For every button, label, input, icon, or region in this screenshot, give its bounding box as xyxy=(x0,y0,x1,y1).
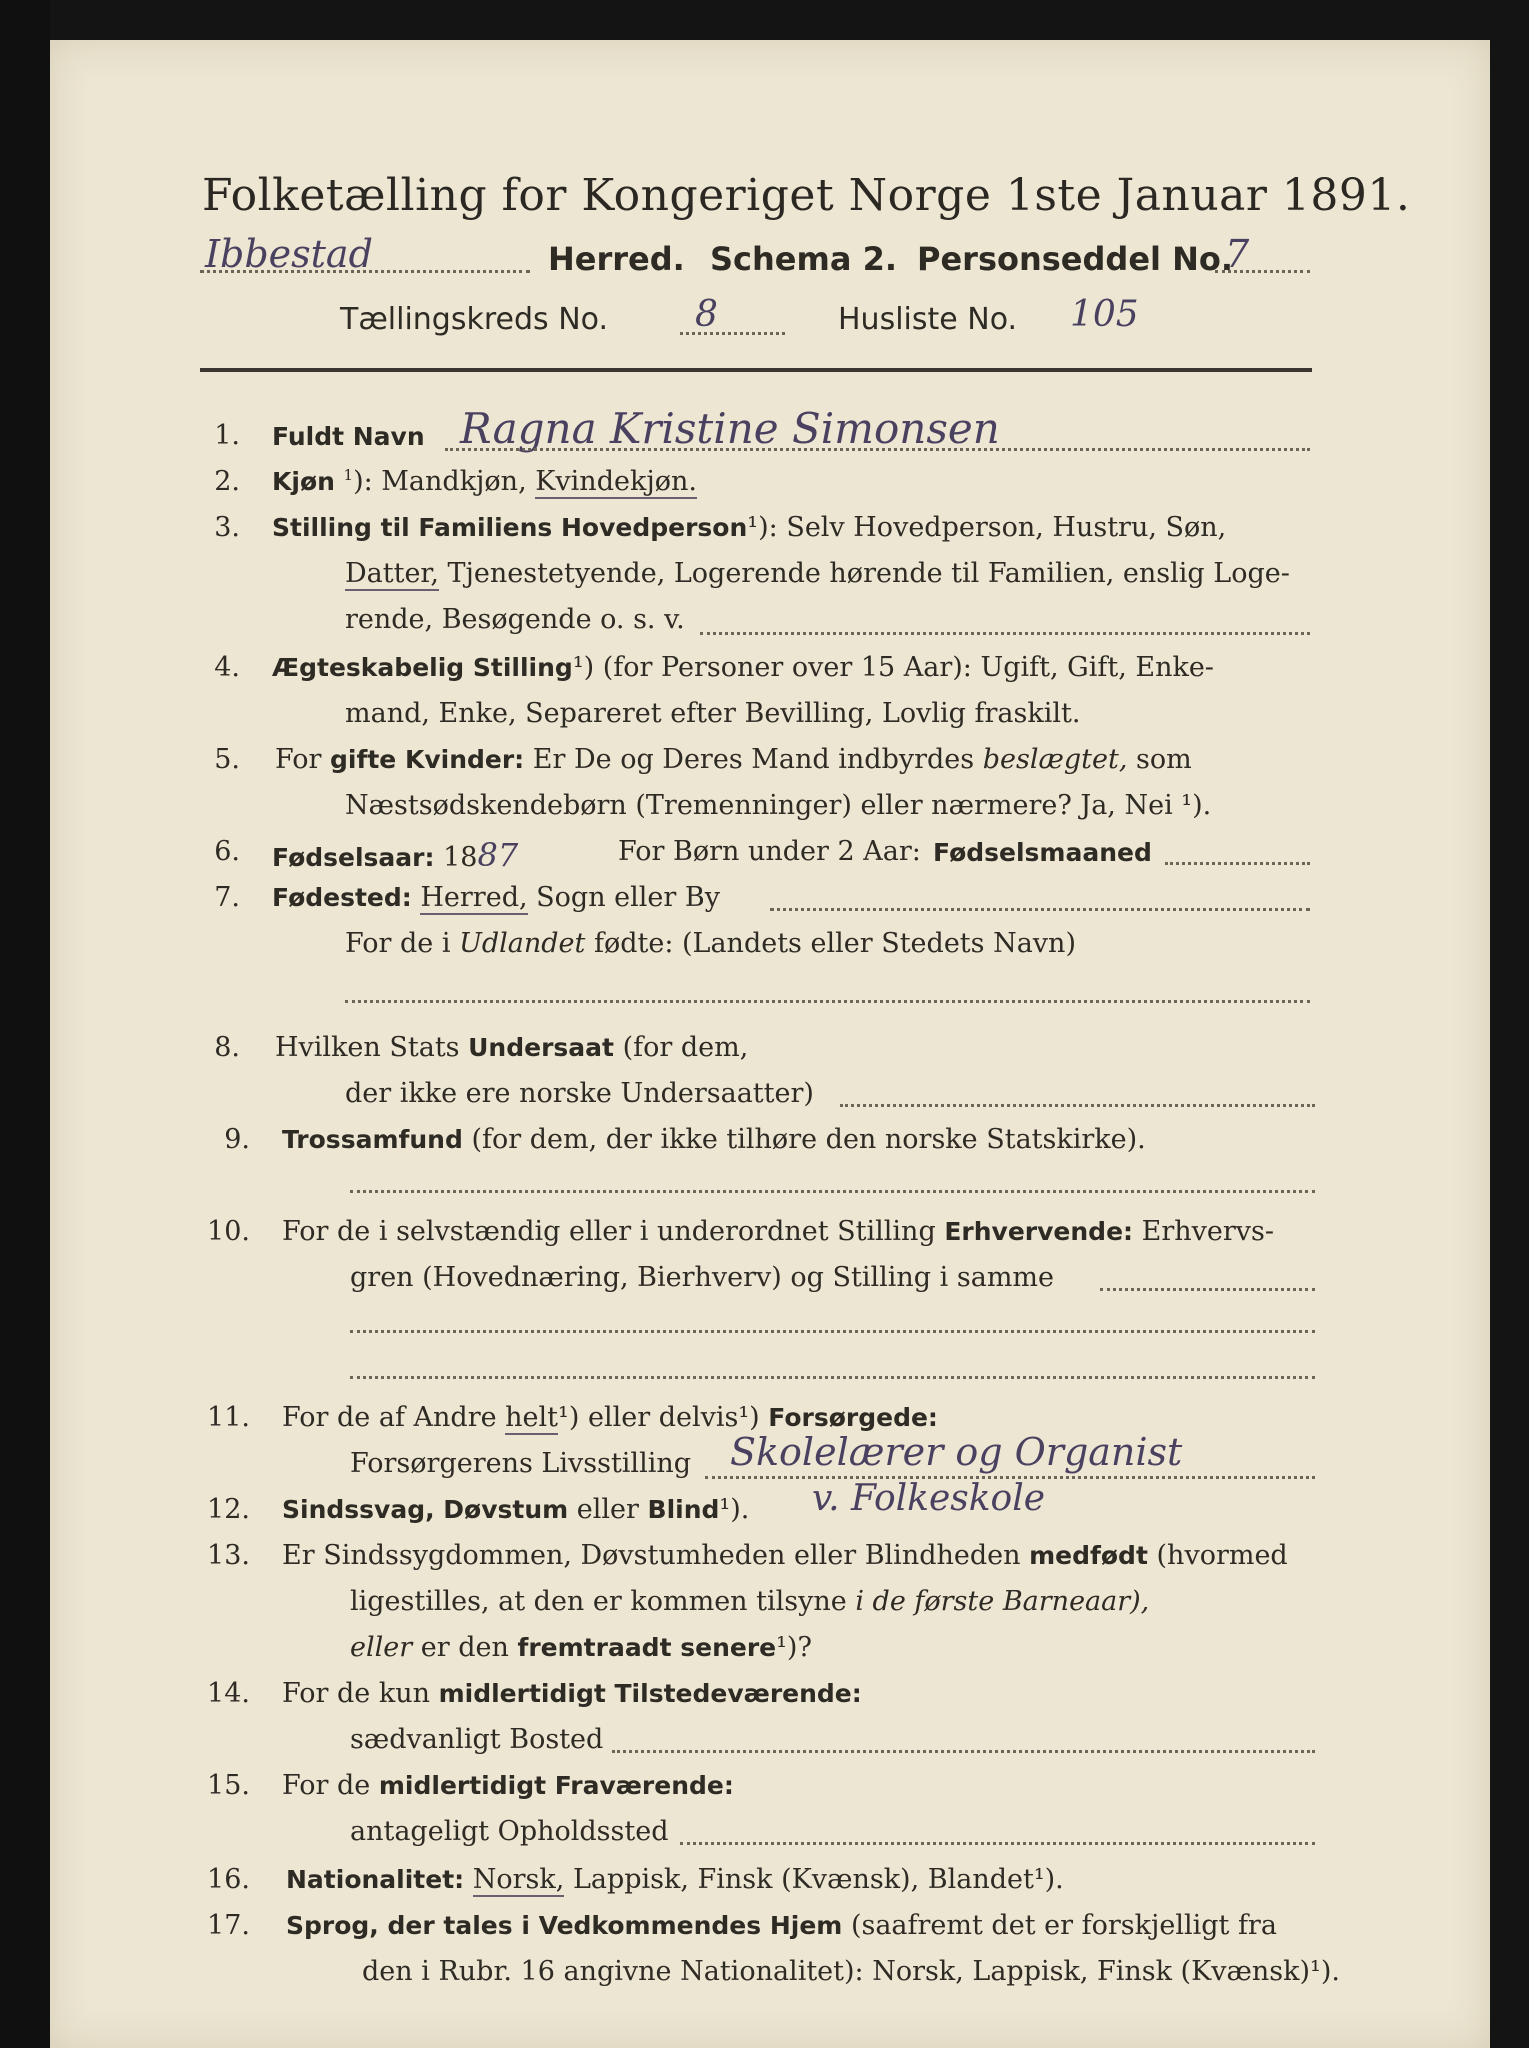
taellingskreds-dots xyxy=(680,332,785,335)
fodested-text: Sogn eller By xyxy=(536,882,720,913)
item-number: 16. xyxy=(207,1864,250,1895)
fuldt-navn-dots xyxy=(445,448,1310,451)
kjon-selected: Kvindekjøn. xyxy=(535,466,697,497)
medfodt-text-4: er den xyxy=(420,1632,509,1663)
item-number: 11. xyxy=(207,1402,250,1433)
fodselsaar-mid: For Børn under 2 Aar: xyxy=(618,836,921,867)
forsorgerens-livsstilling-value: Skolelærer og Organist xyxy=(730,1430,1183,1474)
forsorgede-text-2: ¹) eller delvis¹) xyxy=(558,1402,760,1433)
fodselsaar-value: 87 xyxy=(477,836,519,874)
fodested-dots-2 xyxy=(345,1000,1310,1003)
sindssvag-line xyxy=(282,1494,749,1525)
aegteskab-label: Ægteskabelig Stilling xyxy=(272,653,573,682)
fuldt-navn-value: Ragna Kristine Simonsen xyxy=(460,404,1000,453)
undersaat-line-2: der ikke ere norske Undersaatter) xyxy=(345,1078,814,1109)
fravaerende-line-1 xyxy=(282,1770,734,1801)
opholdssted-label: antageligt Opholdssted xyxy=(350,1816,669,1847)
fravaerende-label: midlertidigt Fraværende: xyxy=(378,1771,734,1800)
trossamfund-line xyxy=(282,1124,1146,1155)
stilling-label: Stilling til Familiens Hovedperson xyxy=(272,513,748,542)
sprog-line-2: den i Rubr. 16 angivne Nationalitet): Norsk, Lappisk, Finsk (Kvænsk)¹). xyxy=(362,1956,1340,1987)
personseddel-dots xyxy=(1215,270,1310,273)
medfodt-line-3 xyxy=(350,1632,812,1663)
fremtraadt-label: fremtraadt senere xyxy=(517,1633,777,1662)
forsorgede-label: Forsørgede: xyxy=(768,1403,938,1432)
husliste-value: 105 xyxy=(1070,294,1139,335)
personseddel-label: Personseddel No. xyxy=(917,240,1234,278)
medfodt-text: Er Sindssygdommen, Døvstumheden eller Blindheden xyxy=(282,1540,1021,1571)
fodested-italic: Udlandet xyxy=(459,928,586,959)
stilling-line-3: rende, Besøgende o. s. v. xyxy=(345,604,685,635)
aegteskab-line-2: mand, Enke, Separeret efter Bevilling, Lovlig fraskilt. xyxy=(345,698,1081,729)
item-number: 2. xyxy=(214,466,240,497)
fodselsaar-prefix: 18 xyxy=(443,842,478,873)
item-number: 13. xyxy=(207,1540,250,1571)
kjon-line xyxy=(272,466,697,497)
gifte-label: gifte Kvinder: xyxy=(330,745,525,774)
fodested-text-2: For de i xyxy=(345,928,451,959)
herred-value: Ibbestad xyxy=(205,232,373,276)
sindssvag-label: Sindssvag, Døvstum xyxy=(282,1495,569,1524)
medfodt-italic: i de første Barneaar), xyxy=(855,1586,1150,1617)
nationalitet-text: Lappisk, Finsk (Kvænsk), Blandet¹). xyxy=(572,1864,1064,1895)
erhverv-text-2: Erhvervs- xyxy=(1141,1216,1275,1247)
medfodt-italic-2: eller xyxy=(350,1632,413,1663)
trossamfund-dots xyxy=(350,1190,1315,1193)
fravaerende-pre: For de xyxy=(282,1770,371,1801)
fuldt-navn-label: Fuldt Navn xyxy=(272,422,425,451)
item-number: 1. xyxy=(214,420,240,451)
forsorgerens-livsstilling-label: Forsørgerens Livsstilling xyxy=(350,1448,692,1479)
erhverv-line-1 xyxy=(282,1216,1274,1247)
tilstede-pre: For de kun xyxy=(282,1678,430,1709)
undersaat-text-2: (for dem, xyxy=(622,1032,749,1063)
sindssvag-mid: eller xyxy=(576,1494,639,1525)
fodselsaar-label: Fødselsaar: xyxy=(272,843,435,872)
herred-dots xyxy=(200,270,530,273)
medfodt-line-2 xyxy=(350,1586,1149,1617)
kjon-options: ): Mandkjøn, xyxy=(353,466,527,497)
personseddel-value: 7 xyxy=(1225,232,1250,276)
kjon-label: Kjøn xyxy=(272,467,335,496)
sprog-label: Sprog, der tales i Vedkommendes Hjem xyxy=(286,1911,843,1940)
erhverv-dots-3 xyxy=(350,1376,1315,1379)
gifte-end: som xyxy=(1136,744,1192,775)
fodested-dots xyxy=(770,908,1310,911)
tilstede-line-1 xyxy=(282,1678,862,1709)
undersaat-dots xyxy=(840,1104,1315,1107)
aegteskab-line-1 xyxy=(272,652,1214,683)
item-number: 5. xyxy=(214,744,240,775)
herred-label: Herred. xyxy=(548,240,685,278)
schema-label: Schema 2. xyxy=(710,240,897,278)
erhverv-dots xyxy=(1100,1288,1315,1291)
forsorgede-line-1 xyxy=(282,1402,938,1433)
kjon-footnote: 1 xyxy=(343,466,354,484)
fodselsmaaned-label: Fødselsmaaned xyxy=(933,838,1152,867)
gifte-text: Er De og Deres Mand indbyrdes xyxy=(532,744,975,775)
fodselsmaaned-dots xyxy=(1165,862,1310,865)
item-number: 15. xyxy=(207,1770,250,1801)
tilstede-label: midlertidigt Tilstedeværende: xyxy=(438,1679,862,1708)
scan-edge xyxy=(0,0,50,2048)
medfodt-text-3: ligestilles, at den er kommen tilsyne xyxy=(350,1586,847,1617)
gifte-line-2: Næstsødskendebørn (Tremenninger) eller nærmere? Ja, Nei ¹). xyxy=(345,790,1212,821)
nationalitet-label: Nationalitet: xyxy=(286,1865,465,1894)
item-number: 9. xyxy=(224,1124,250,1155)
fodested-line-1 xyxy=(272,882,720,913)
medfodt-end: ¹)? xyxy=(776,1632,812,1663)
sindssvag-value: v. Folkeskole xyxy=(812,1478,1046,1519)
opholdssted-dots xyxy=(680,1842,1315,1845)
nationalitet-line xyxy=(286,1864,1064,1895)
item-number: 3. xyxy=(214,512,240,543)
nationalitet-selected: Norsk, xyxy=(472,1864,565,1895)
aegteskab-text: ¹) (for Personer over 15 Aar): Ugift, Gift, Enke- xyxy=(572,652,1214,683)
forsorgede-text: For de af Andre xyxy=(282,1402,497,1433)
item-number: 17. xyxy=(207,1910,250,1941)
item-number: 4. xyxy=(214,652,240,683)
fodested-line-2 xyxy=(345,928,1076,959)
stilling-line-2 xyxy=(345,558,1290,589)
undersaat-label: Undersaat xyxy=(468,1033,614,1062)
item-number: 7. xyxy=(214,882,240,913)
fodested-selected: Herred, xyxy=(420,882,528,913)
medfodt-text-2: (hvormed xyxy=(1156,1540,1288,1571)
census-form xyxy=(50,40,1490,2048)
erhverv-line-2: gren (Hovednæring, Bierhverv) og Stilling i samme xyxy=(350,1262,1055,1293)
gifte-italic: beslægtet, xyxy=(982,744,1128,775)
item-number: 6. xyxy=(214,836,240,867)
stilling-line-1 xyxy=(272,512,1226,543)
forsorgede-selected: helt xyxy=(505,1402,559,1433)
stilling-text: Tjenestetyende, Logerende hørende til Familien, enslig Loge- xyxy=(447,558,1290,589)
stilling-selected: Datter, xyxy=(345,558,439,589)
bosted-dots xyxy=(612,1750,1315,1753)
sprog-text: (saafremt det er forskjelligt fra xyxy=(850,1910,1277,1941)
sprog-line-1 xyxy=(286,1910,1277,1941)
taellingskreds-label: Tællingskreds No. xyxy=(340,302,608,337)
medfodt-line-1 xyxy=(282,1540,1288,1571)
trossamfund-text: (for dem, der ikke tilhøre den norske Statskirke). xyxy=(471,1124,1146,1155)
header-rule xyxy=(200,368,1312,372)
item-number: 10. xyxy=(207,1216,250,1247)
item-number: 8. xyxy=(214,1032,240,1063)
undersaat-line-1 xyxy=(275,1032,748,1063)
erhverv-label: Erhvervende: xyxy=(944,1217,1134,1246)
bosted-label: sædvanligt Bosted xyxy=(350,1724,604,1755)
blind-label: Blind xyxy=(647,1495,720,1524)
item-number: 12. xyxy=(207,1494,250,1525)
fodested-label: Fødested: xyxy=(272,883,412,912)
fodested-text-3: fødte: (Landets eller Stedets Navn) xyxy=(593,928,1076,959)
gifte-line-1 xyxy=(275,744,1192,775)
taellingskreds-value: 8 xyxy=(695,294,718,335)
gifte-pre: For xyxy=(275,744,322,775)
item-number: 14. xyxy=(207,1678,250,1709)
husliste-label: Husliste No. xyxy=(838,302,1018,337)
medfodt-label: medfødt xyxy=(1029,1541,1148,1570)
erhverv-text: For de i selvstændig eller i underordnet Stilling xyxy=(282,1216,936,1247)
stilling-dots xyxy=(700,632,1310,635)
undersaat-text: Hvilken Stats xyxy=(275,1032,460,1063)
trossamfund-label: Trossamfund xyxy=(282,1125,463,1154)
sindssvag-end: ¹). xyxy=(719,1494,750,1525)
erhverv-dots-2 xyxy=(350,1330,1315,1333)
fodselsaar-line xyxy=(272,836,518,874)
stilling-text: ¹): Selv Hovedperson, Hustru, Søn, xyxy=(747,512,1227,543)
form-title: Folketælling for Kongeriget Norge 1ste Januar 1891. xyxy=(202,170,1411,221)
